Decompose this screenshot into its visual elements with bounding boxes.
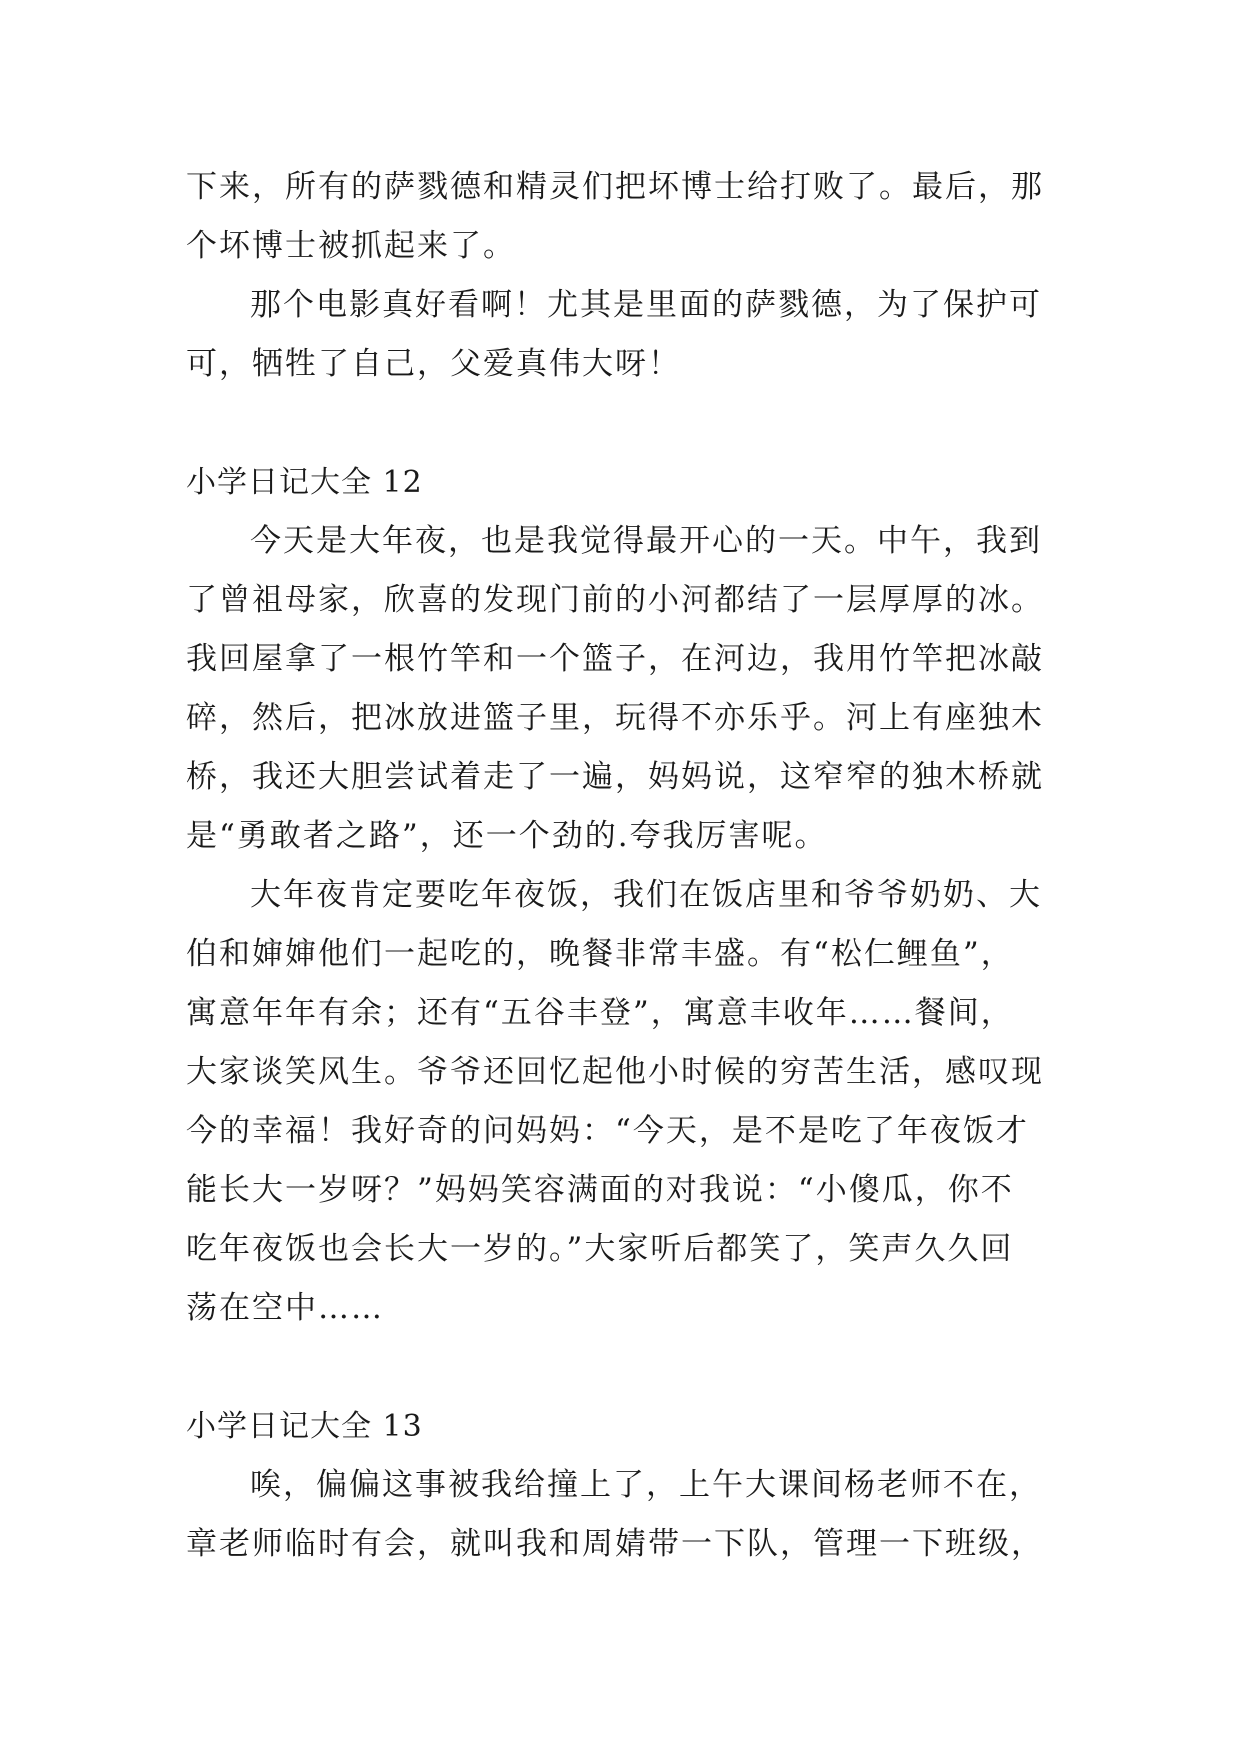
section-gap (186, 394, 1066, 453)
text-line: 那个电影真好看啊！尤其是里面的萨戮德，为了保护可 (250, 287, 1042, 323)
text-line: 碎，然后，把冰放进篮子里，玩得不亦乐乎。河上有座独木 (186, 700, 1044, 736)
text-line: 吃年夜饭也会长大一岁的。”大家听后都笑了，笑声久久回 (186, 1231, 1014, 1267)
paragraph (186, 276, 1066, 394)
section-title: 小学日记大全 13 (186, 1409, 423, 1444)
section-gap (186, 1338, 1066, 1397)
text-line: 今的幸福！我好奇的问妈妈：“今天，是不是吃了年夜饭才 (186, 1113, 1029, 1149)
text-line: 我回屋拿了一根竹竿和一个篮子，在河边，我用竹竿把冰敲 (186, 641, 1044, 677)
text-line: 大家谈笑风生。爷爷还回忆起他小时候的穷苦生活，感叹现 (186, 1054, 1044, 1090)
text-line: 是“勇敢者之路”，还一个劲的.夸我厉害呢。 (186, 818, 828, 854)
text-line: 下来，所有的萨戮德和精灵们把坏博士给打败了。最后，那 (186, 169, 1044, 205)
text-line: 伯和婶婶他们一起吃的，晚餐非常丰盛。有“松仁鲤鱼”， (186, 936, 1014, 972)
text-line: 今天是大年夜，也是我觉得最开心的一天。中午，我到 (250, 523, 1042, 559)
paragraph (186, 1456, 1066, 1574)
text-line: 个坏博士被抓起来了。 (186, 228, 516, 264)
text-line: 唉，偏偏这事被我给撞上了，上午大课间杨老师不在， (250, 1467, 1042, 1503)
text-line: 荡在空中…… (186, 1290, 384, 1326)
paragraph (186, 158, 1066, 276)
text-line: 寓意年年有余；还有“五谷丰登”，寓意丰收年……餐间， (186, 995, 1014, 1031)
paragraph (186, 512, 1066, 866)
text-line: 了曾祖母家，欣喜的发现门前的小河都结了一层厚厚的冰。 (186, 582, 1044, 618)
text-line: 能长大一岁呀？”妈妈笑容满面的对我说：“小傻瓜，你不 (186, 1172, 1014, 1208)
paragraph (186, 866, 1066, 1338)
text-line: 桥，我还大胆尝试着走了一遍，妈妈说，这窄窄的独木桥就 (186, 759, 1044, 795)
text-line: 大年夜肯定要吃年夜饭，我们在饭店里和爷爷奶奶、大 (250, 877, 1042, 913)
text-line: 章老师临时有会，就叫我和周婧带一下队，管理一下班级， (186, 1526, 1044, 1562)
text-line: 可，牺牲了自己，父爱真伟大呀！ (186, 346, 681, 382)
section-title: 小学日记大全 12 (186, 465, 423, 500)
document-page (186, 158, 1066, 1574)
